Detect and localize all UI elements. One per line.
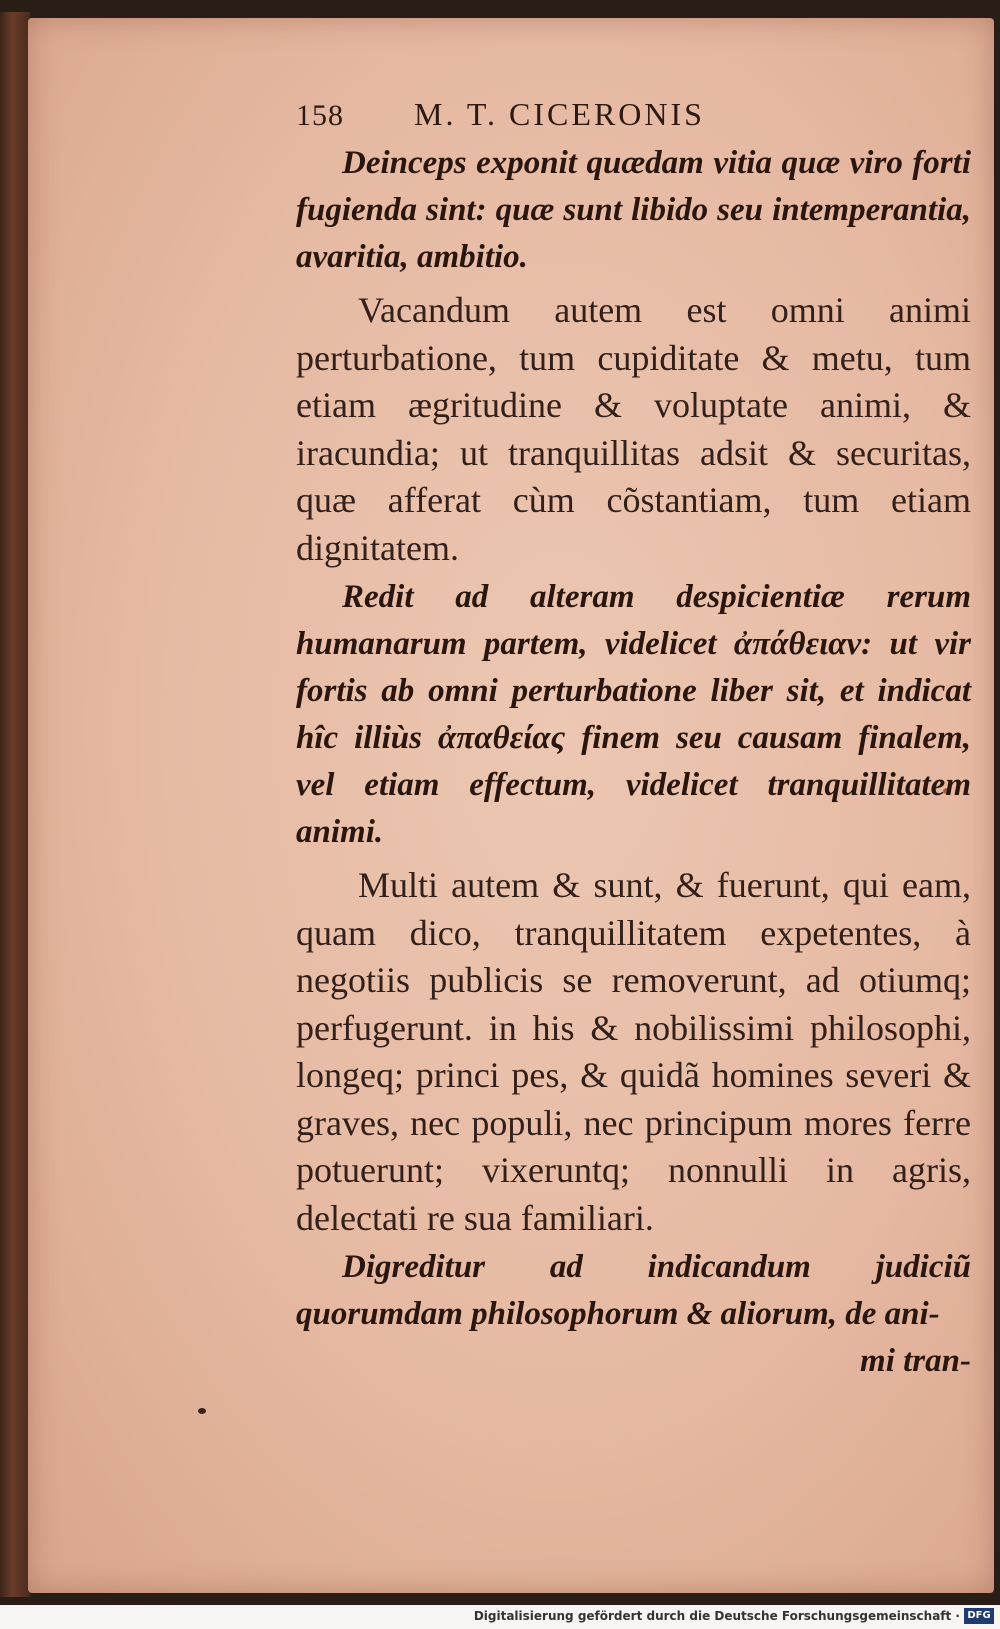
page-number: 158 xyxy=(296,99,344,132)
book-spine xyxy=(0,12,30,1597)
dfg-logo: DFG xyxy=(964,1608,994,1624)
book-page xyxy=(28,18,994,1593)
text-block xyxy=(296,96,971,1385)
body-paragraph: Vacandum autem est omni animi perturbatione, tum cupiditate & metu, tum etiam ægritudine & voluptate animi, & iracundia; ut tranquillitas adsit & securitas, quæ afferat cùm cõstantiam, tum etiam dignitatem. xyxy=(296,290,971,568)
funding-credit: Digitalisierung gefördert durch die Deutsche Forschungsgemeinschaft · xyxy=(473,1609,960,1623)
summary-paragraph: Redit ad alteram despicientiæ rerum humanarum partem, videlicet ἀπάθειαν: ut vir fortis ab omni perturbatione liber sit, et indicat hîc illiùs ἀπαθείας finem seu causam finalem, vel etiam effectum, videlicet tranquillitatem animi. xyxy=(296,579,971,850)
summary-paragraph: Digreditur ad indicandum judiciũ quorumdam philosophorum & aliorum, de ani- xyxy=(296,1249,971,1332)
footer-bar xyxy=(0,1605,1000,1629)
body-paragraph: Multi autem & sunt, & fuerunt, qui eam, quam dico, tranquillitatem expetentes, à negotiis publicis se removerunt, ad otiumq; perfugerunt. in his & nobilissimi philosophi, longeq; princi pes, & quidã homines severi & graves, nec populi, nec principum mores ferre potuerunt; vixeruntq; nonnulli in agris, delectati re sua familiari. xyxy=(296,865,971,1238)
ink-speck xyxy=(198,1408,206,1414)
catchword: mi tran- xyxy=(860,1343,971,1379)
running-title: M. T. CICERONIS xyxy=(414,96,705,132)
running-head xyxy=(296,96,971,138)
summary-paragraph: Deinceps exponit quædam vitia quæ viro forti fugienda sint: quæ sunt libido seu intemperantia, avaritia, ambitio. xyxy=(296,145,971,275)
